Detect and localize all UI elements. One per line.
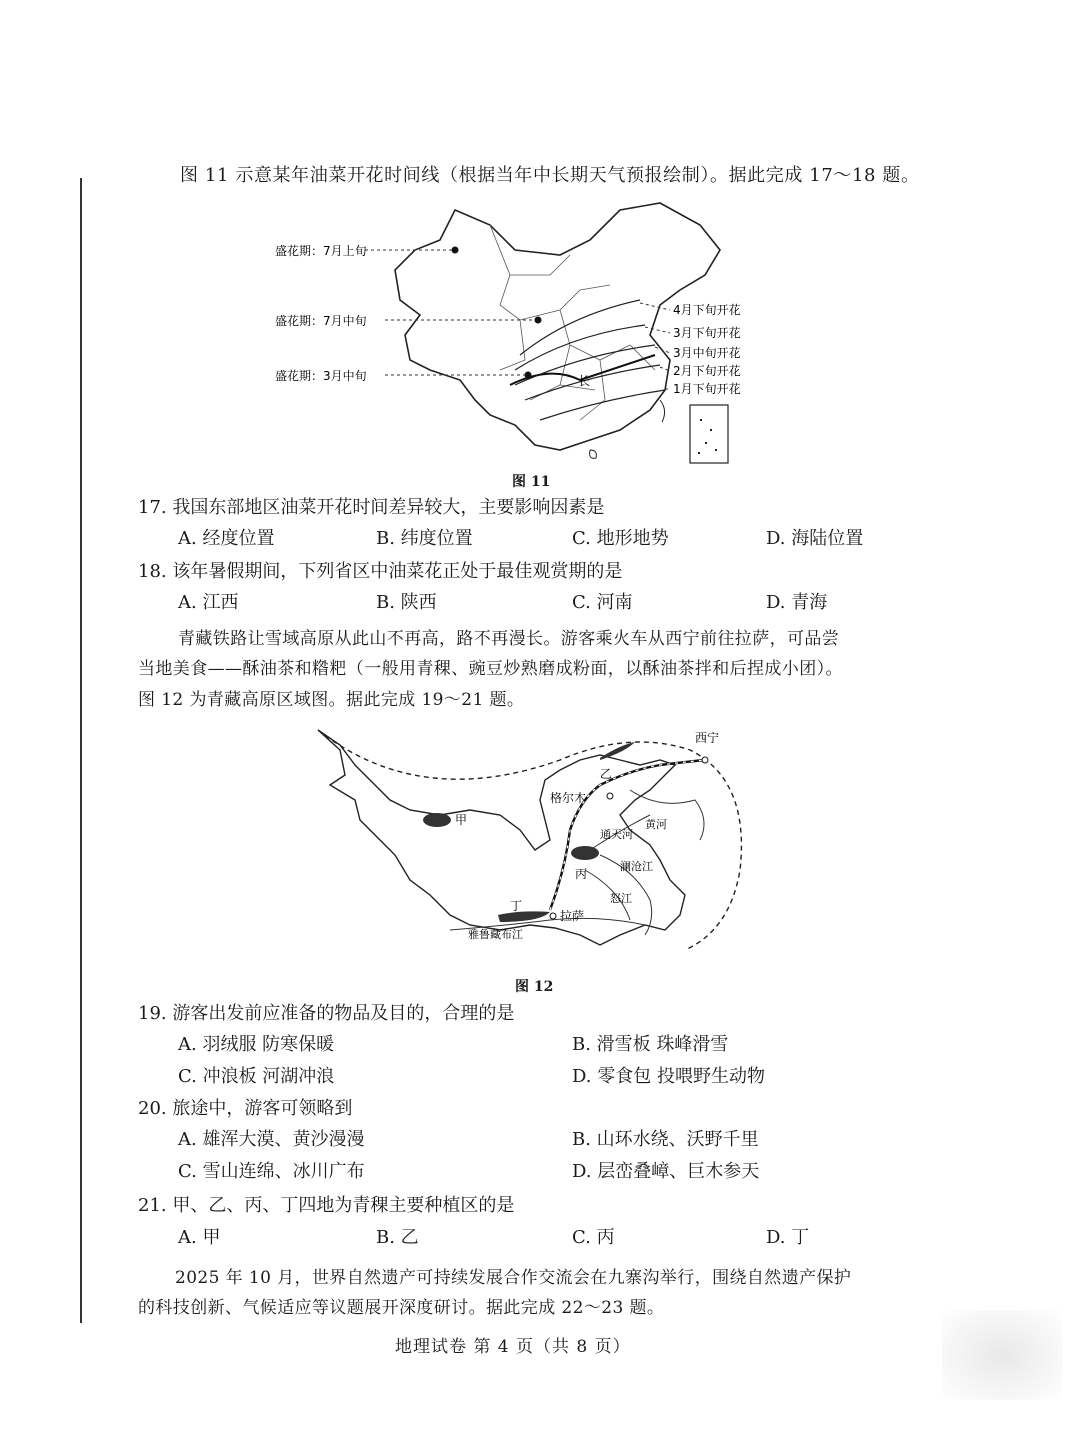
- q20-stem: 20. 旅途中，游客可领略到: [138, 1098, 353, 1119]
- q22-intro-line-1: 2025 年 10 月，世界自然遗产可持续发展合作交流会在九寨沟举行，围绕自然遗产保护: [175, 1268, 852, 1288]
- page-footer: 地理试卷 第 4 页（共 8 页）: [395, 1337, 631, 1357]
- q21-option-d[interactable]: D. 丁: [766, 1227, 810, 1248]
- fig11-caption: 图 11: [512, 474, 551, 490]
- q21-option-b[interactable]: B. 乙: [376, 1227, 419, 1248]
- fig11-left-label-3: 盛花期：3月中旬: [275, 369, 367, 383]
- q21-option-c[interactable]: C. 丙: [572, 1227, 615, 1248]
- q20-option-c[interactable]: C. 雪山连绵、冰川广布: [178, 1161, 365, 1182]
- point-yunnan: [525, 372, 532, 379]
- river-label-tongtian: 通天河: [600, 828, 633, 841]
- area-label-bing: 丙: [575, 867, 588, 881]
- q17-stem: 17. 我国东部地区油菜开花时间差异较大，主要影响因素是: [138, 497, 605, 518]
- flowering-isoline-1: [520, 300, 640, 355]
- fig11-left-label-1: 盛花期：7月上旬: [275, 244, 367, 258]
- river-label-nu: 怒江: [610, 892, 632, 905]
- city-lhasa: [550, 913, 556, 919]
- q22-intro-line-2: 的科技创新、气候适应等议题展开深度研讨。据此完成 22～23 题。: [138, 1298, 665, 1318]
- fig11-china-map: [260, 195, 790, 470]
- fig11-right-label-1: 4月下旬开花: [673, 303, 741, 317]
- city-golmud: [607, 793, 613, 799]
- q18-option-a[interactable]: A. 江西: [178, 592, 239, 613]
- q17-option-c[interactable]: C. 地形地势: [572, 528, 669, 549]
- q21-stem: 21. 甲、乙、丙、丁四地为青稞主要种植区的是: [138, 1195, 515, 1216]
- q20-option-a[interactable]: A. 雄浑大漠、黄沙漫漫: [178, 1129, 365, 1150]
- fig12-intro-line-2: 当地美食——酥油茶和糌粑（一般用青稞、豌豆炒熟磨成粉面，以酥油茶拌和后捏成小团）。: [138, 659, 843, 679]
- area-yi: [600, 742, 635, 760]
- q18-stem: 18. 该年暑假期间，下列省区中油菜花正处于最佳观赏期的是: [138, 561, 623, 582]
- fig11-river-label: 长: [578, 374, 591, 388]
- fig11-right-label-4: 2月下旬开花: [673, 364, 741, 378]
- q18-option-c[interactable]: C. 河南: [572, 592, 633, 613]
- china-outline: [395, 203, 720, 450]
- fig12-tibet-map: [300, 720, 750, 970]
- point-xinjiang: [452, 247, 459, 254]
- river-label-lancang: 澜沧江: [620, 860, 653, 873]
- q20-option-d[interactable]: D. 层峦叠嶂、巨木参天: [572, 1161, 760, 1182]
- inset-islands: [698, 420, 717, 453]
- leader-r2: [645, 327, 670, 333]
- fig11-right-label-2: 3月下旬开花: [673, 326, 741, 340]
- q17-option-d[interactable]: D. 海陆位置: [766, 528, 864, 549]
- fig11-right-label-3: 3月中旬开花: [673, 346, 741, 360]
- river-label-yarlung: 雅鲁藏布江: [468, 928, 523, 941]
- fig12-intro-line-1: 青藏铁路让雪域高原从此山不再高，路不再漫长。游客乘火车从西宁前往拉萨，可品尝: [178, 629, 840, 649]
- q17-option-a[interactable]: A. 经度位置: [178, 528, 275, 549]
- place-xining: 西宁: [695, 731, 720, 745]
- q19-option-d[interactable]: D. 零食包 投喂野生动物: [572, 1066, 765, 1087]
- area-label-jia: 甲: [455, 813, 468, 827]
- fig11-intro: 图 11 示意某年油菜开花时间线（根据当年中长期天气预报绘制）。据此完成 17～18 题。: [180, 165, 920, 186]
- q18-option-b[interactable]: B. 陕西: [376, 592, 437, 613]
- q19-option-a[interactable]: A. 羽绒服 防寒保暖: [178, 1034, 335, 1055]
- area-label-yi: 乙: [600, 767, 613, 781]
- place-lhasa: 拉萨: [560, 909, 585, 923]
- area-bing: [571, 846, 599, 860]
- q18-option-d[interactable]: D. 青海: [766, 592, 828, 613]
- area-jia: [423, 813, 451, 827]
- fig12-caption: 图 12: [515, 979, 554, 995]
- leader-r3: [655, 347, 670, 353]
- q19-option-c[interactable]: C. 冲浪板 河湖冲浪: [178, 1066, 335, 1087]
- q19-option-b[interactable]: B. 滑雪板 珠峰滑雪: [572, 1034, 729, 1055]
- flowering-isoline-5: [540, 390, 665, 420]
- city-xining: [702, 757, 708, 763]
- river-yellow: [630, 790, 704, 840]
- point-qinghai: [535, 317, 542, 324]
- river-label-yellow: 黄河: [645, 818, 667, 831]
- area-label-ding: 丁: [510, 899, 523, 913]
- place-golmud: 格尔木: [550, 791, 587, 805]
- fig11-left-label-2: 盛花期：7月中旬: [275, 314, 367, 328]
- south-china-sea-inset: [690, 405, 728, 463]
- area-ding: [498, 911, 550, 922]
- leader-r1: [640, 303, 670, 310]
- fig11-right-label-5: 1月下旬开花: [673, 382, 741, 396]
- q21-option-a[interactable]: A. 甲: [178, 1227, 221, 1248]
- fig12-intro-line-3: 图 12 为青藏高原区域图。据此完成 19～21 题。: [138, 690, 525, 710]
- scan-smudge: [942, 1310, 1062, 1400]
- taiwan-hainan: [590, 400, 665, 458]
- q17-option-b[interactable]: B. 纬度位置: [376, 528, 473, 549]
- binding-margin-line: [80, 178, 82, 1323]
- q19-stem: 19. 游客出发前应准备的物品及目的，合理的是: [138, 1003, 515, 1024]
- q20-option-b[interactable]: B. 山环水绕、沃野千里: [572, 1129, 759, 1150]
